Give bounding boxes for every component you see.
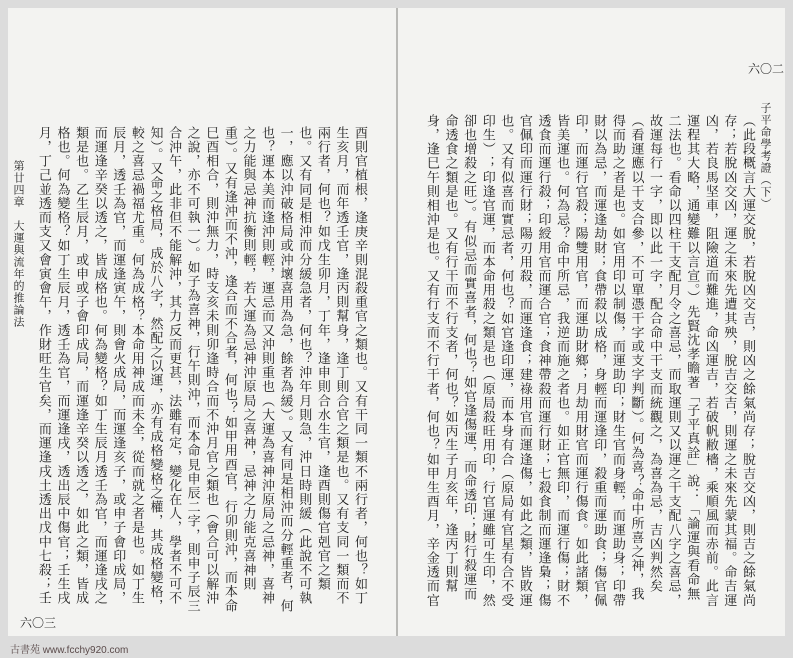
right-running-header: 子平命學考證（下） (759, 102, 772, 210)
left-page-text (36, 126, 368, 614)
right-page-text (424, 114, 756, 614)
right-page (398, 8, 785, 636)
left-running-header: 第廿四章 大運與流年的推論法 (12, 160, 25, 328)
right-body-paragraph: （此段概言大運交脫，若脫凶交吉，則凶之餘氣尚存；脫吉交凶，則吉之餘氣尚存；若脫凶交凶，運之未來先遭其殃，脫吉交吉，則運之未來先蒙其福。命吉運凶，若良馬坚車，阻險道而難進，命凶運吉，若破帆敝檣，乘順風而赤前。此言運程其大略，通變難以言宣。）先賢沈孝瞻著「子平真詮」說：「論運與看命無二法也。看命以四柱干支配月令之喜忌，而取運則又以運之干支配八字之喜忌，故運每行一字，即以此一字，配合命中干支而統觀之，為喜為忌，吉凶判然矣（看運應以干支合參，不可單憑干字或支字判斷）。何為喜？命中所喜之神，我得而助之者是也。如官用印以制傷，而運助印；財生官而身輕，而運助身；印帶財以為忌，而運逢劫財；食帶殺以成格，身輕而運逢印，殺重而運助食；傷官佩印，而運行官殺；陽雙用官，而運助財鄉；月劫用財官而運行傷食。如此諸類，皆美運也。何為忌？命中所忌，我逆而施之者也。如正官無印，而運行傷；財不透食而運行殺；印綬用官而運合官；食神帶殺而運行財；七殺食制而運逢梟；傷官佩印而運行財；陽刃用殺，而運逢食；建祿用官而運逢傷，如此之類，皆敗運也。又有似喜而實忌者，何也？如官逢印運，而本身有合（原局有官星有合不受印生）；印逢官運，而本命用殺之類是也（原局殺旺用印，行官運雖可生印，然卻也增殺之旺）。有似忌而實喜者，何也？如官逢傷運，而命透印；財行殺運而命透食之類是也。又有行干而不行支者，何也？如丙生子月亥年，逢丙丁則幫身，逢巳午則相沖是也。又有行支而不行干者，何也？如甲生酉月，辛金透而官 (424, 114, 755, 608)
footer-watermark (0, 636, 793, 658)
book-gutter (396, 8, 398, 636)
left-page-number: 六〇三 (20, 616, 57, 630)
footer-site-text: 古書苑 www.fcchy920.com (10, 645, 129, 656)
left-page (8, 8, 396, 636)
right-page-number: 六〇二 (748, 62, 785, 76)
left-body-paragraph: 酉則官植根，逢庚辛則混殺重官之類也。又有干同一類不兩行者，何也？如丁生亥月，而年透壬官，逢丙則幫身，逢丁則合官之類是也。又有支同一類而不兩行者，何也？如戊生卯月，丁年，逢申則合水生官，逢酉則傷官剋官之類也。又有同是相沖而分緩急者，何也？沖年月則急，沖日時則緩（此說不可執一，應以沖破格局或沖壞喜用為急，餘者為緩）。又有同是相沖而分輕重者，何也？運本美而逢沖則輕，運忌而又沖則重也（大運為喜神沖原局之忌神，喜神之力能與忌神抗衡則輕，若大運為忌神沖原局之喜神，忌神之力能克喜神則重）。又有逢沖而不沖，逢合而不合者，何也？如甲用酉官，行卯則沖，而本命巳酉相合，則沖無力，時支亥未則卯逢時合而不沖月官之類也（會合可以解沖之說，亦不可執一）。如子為喜神，行午則沖，而本命見申辰二字，則申子辰三合沖午，此非但不能解沖，其力反而更甚，法雖有定，變化在人，學者不可不知）。又命之格局，成於八字，然配之以運，亦有成格變格之權，其成格變格，較之喜忌禍福尤重。何為成格？本命用神成而未全，從而就之者是也。如丁生辰月，透壬為官，而運逢寅午，則會火成局，而運逢亥子，或申子會印成局，而運逢辛癸以透之，皆成格也。何為變格？如丁生辰月透壬為官，而運逢戌之類是也。乙生辰月，或申或子會印成局，而運逢辛癸以透之，如此之類，皆成格也。何為變格？如丁生辰月，透壬為官，而運逢戌，透出辰中傷官；壬生戌月，丁己並透而支又會寅會午，作財旺生官矣，而運逢戌土透出戊中七殺；壬 (36, 126, 367, 613)
